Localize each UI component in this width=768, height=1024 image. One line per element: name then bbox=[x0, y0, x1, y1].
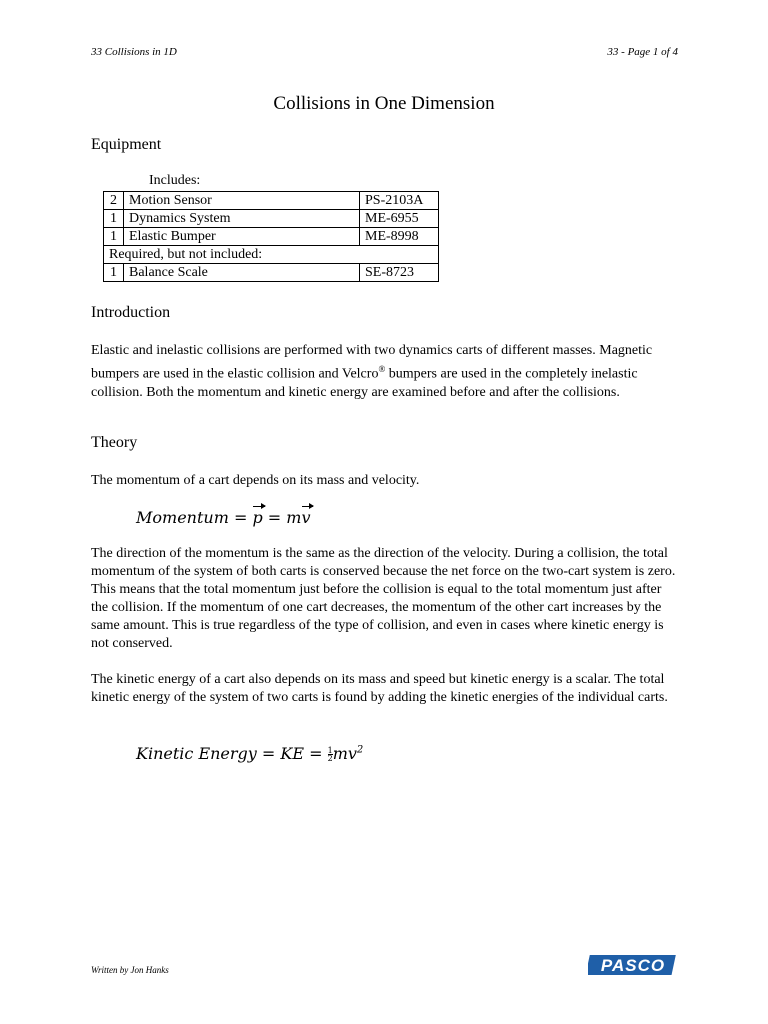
table-row-required-label bbox=[104, 246, 439, 264]
table-row bbox=[104, 210, 439, 228]
running-header-page-number: 33 - Page 1 of 4 bbox=[607, 46, 678, 58]
pasco-logo bbox=[588, 954, 678, 976]
intro-text-part-1: Elastic and inelastic collisions are performed with two dynamics carts of different masses. Magnetic bumpers are used in the elastic collision and Velcro bbox=[91, 343, 653, 382]
fraction-denominator: 2 bbox=[327, 754, 333, 763]
part-number-cell: PS-2103A bbox=[360, 192, 439, 210]
item-name-cell: Dynamics System bbox=[124, 210, 360, 228]
item-name-cell: Balance Scale bbox=[124, 264, 360, 282]
fraction-numerator: 1 bbox=[327, 746, 333, 755]
includes-label: Includes: bbox=[149, 173, 201, 188]
momentum-equation bbox=[136, 508, 311, 527]
theory-paragraph-1: The momentum of a cart depends on its mass and velocity. bbox=[91, 473, 420, 488]
table-row bbox=[104, 228, 439, 246]
author-credit: Written by Jon Hanks bbox=[91, 965, 169, 975]
equation-lhs: Kinetic Energy = KE = bbox=[136, 744, 328, 763]
quantity-cell: 1 bbox=[104, 228, 124, 246]
registered-mark: ® bbox=[378, 364, 386, 374]
velocity-vector: v bbox=[301, 508, 311, 527]
equation-lhs: Momentum = bbox=[136, 508, 253, 527]
table-row bbox=[104, 264, 439, 282]
part-number-cell: SE-8723 bbox=[360, 264, 439, 282]
introduction-paragraph bbox=[91, 342, 681, 402]
quantity-cell: 1 bbox=[104, 210, 124, 228]
kinetic-energy-equation bbox=[136, 744, 363, 763]
introduction-heading: Introduction bbox=[91, 304, 171, 321]
part-number-cell: ME-8998 bbox=[360, 228, 439, 246]
equipment-table bbox=[103, 191, 439, 282]
logo-text: PASCO bbox=[600, 956, 666, 975]
part-number-cell: ME-6955 bbox=[360, 210, 439, 228]
intro-text-part-2: bumpers are used in the completely inelastic collision. Both the momentum and kinetic energy are examined before and after the collisions. bbox=[91, 366, 638, 400]
momentum-vector: p bbox=[252, 508, 263, 527]
theory-paragraph-3: The kinetic energy of a cart also depends on its mass and speed but kinetic energy is a scalar. The total kinetic energy of the system of two carts is found by adding the kinetic energies of the individual carts. bbox=[91, 672, 668, 705]
item-name-cell: Motion Sensor bbox=[124, 192, 360, 210]
exponent: 2 bbox=[356, 744, 364, 756]
equation-equals-m: = m bbox=[262, 508, 302, 527]
theory-heading: Theory bbox=[91, 434, 138, 451]
quantity-cell: 1 bbox=[104, 264, 124, 282]
theory-paragraph-2: The direction of the momentum is the same as the direction of the velocity. During a collision, the total momentum of the system of both carts is conserved because the net force on the two-cart system is zero. This means that the total momentum just before the collision is equal to the total momentum just after the collision. If the momentum of one cart decreases, the momentum of the other cart increases by the same amount. This is true regardless of the type of collision, and even in cases where kinetic energy is not conserved. bbox=[91, 546, 676, 651]
running-header-left: 33 Collisions in 1D bbox=[91, 46, 177, 58]
equipment-heading: Equipment bbox=[91, 136, 162, 153]
table-row bbox=[104, 192, 439, 210]
required-label-cell: Required, but not included: bbox=[104, 246, 439, 264]
quantity-cell: 2 bbox=[104, 192, 124, 210]
equation-rhs: mv bbox=[332, 744, 357, 763]
item-name-cell: Elastic Bumper bbox=[124, 228, 360, 246]
document-title: Collisions in One Dimension bbox=[273, 93, 495, 114]
